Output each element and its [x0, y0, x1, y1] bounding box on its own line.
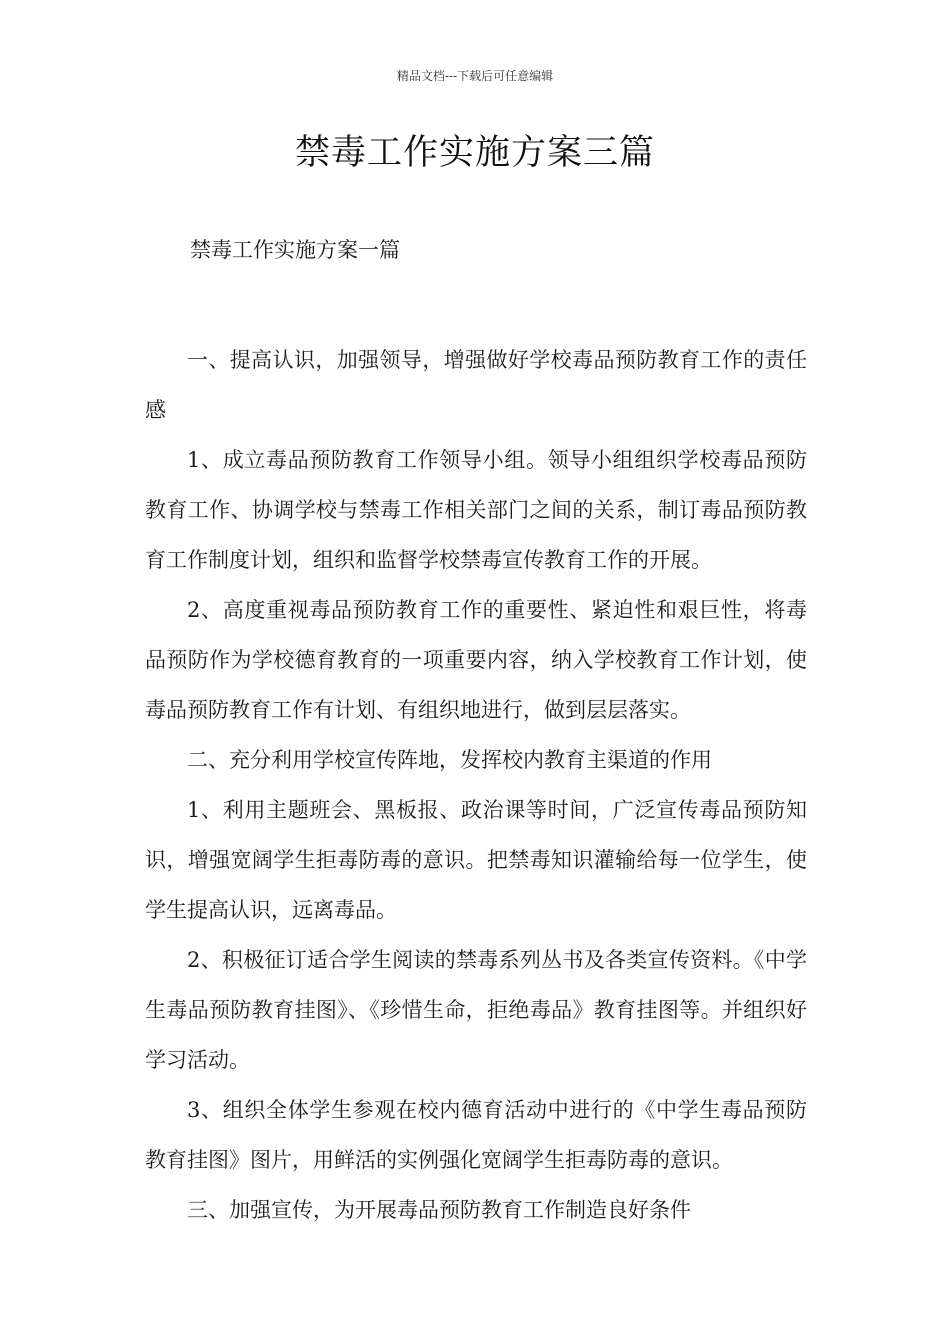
paragraph: 2、高度重视毒品预防教育工作的重要性、紧迫性和艰巨性，将毒品预防作为学校德育教育的一项重要内容，纳入学校教育工作计划，使毒品预防教育工作有计划、有组织地进行，做到层层落实。: [145, 598, 807, 722]
paragraph: 3、组织全体学生参观在校内德育活动中进行的《中学生毒品预防教育挂图》图片，用鲜活的实例强化宽阔学生拒毒防毒的意识。: [145, 1098, 807, 1172]
header-note: 精品文档---下载后可任意编辑: [396, 69, 554, 83]
paragraph: 三、加强宣传，为开展毒品预防教育工作制造良好条件: [187, 1198, 691, 1222]
document-title: 禁毒工作实施方案三篇: [294, 133, 655, 173]
paragraph: 一、提高认识，加强领导，增强做好学校毒品预防教育工作的责任感: [145, 348, 807, 422]
paragraph: 1、成立毒品预防教育工作领导小组。领导小组组织学校毒品预防教育工作、协调学校与禁毒工作相关部门之间的关系，制订毒品预防教育工作制度计划，组织和监督学校禁毒宣传教育工作的开展。: [145, 448, 807, 572]
paragraph: 二、充分利用学校宣传阵地，发挥校内教育主渠道的作用: [187, 748, 712, 772]
body-text: [145, 335, 807, 1235]
paragraph: 2、积极征订适合学生阅读的禁毒系列丛书及各类宣传资料。《中学生毒品预防教育挂图》、《珍惜生命，拒绝毒品》教育挂图等。并组织好学习活动。: [145, 948, 807, 1072]
paragraph: 1、利用主题班会、黑板报、政治课等时间，广泛宣传毒品预防知识，增强宽阔学生拒毒防毒的意识。把禁毒知识灌输给每一位学生，使学生提高认识，远离毒品。: [145, 798, 807, 922]
section-subtitle: 禁毒工作实施方案一篇: [190, 238, 400, 262]
